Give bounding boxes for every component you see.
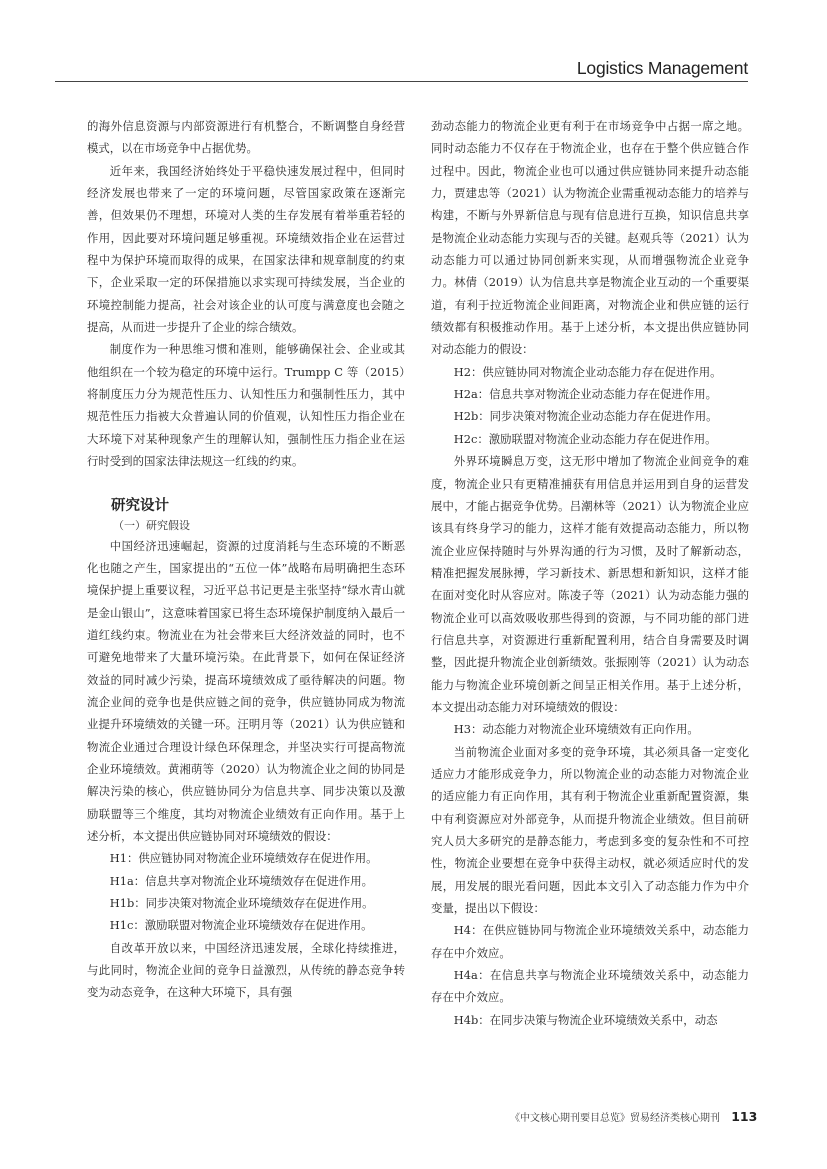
hypothesis-h3: H3：动态能力对物流企业环境绩效有正向作用。: [453, 722, 699, 737]
hypothesis-h2b: H2b：同步决策对物流企业动态能力存在促进作用。: [453, 409, 718, 424]
header-rule: [55, 81, 748, 82]
hypothesis-h1a: H1a：信息共享对物流企业环境绩效存在促进作用。: [109, 873, 373, 888]
hypothesis-h2c: H2c：激励联盟对物流企业动态能力存在促进作用。: [453, 431, 717, 446]
page-number: 113: [731, 1109, 758, 1124]
hypothesis-h4: H4：在供应链协同与物流企业环境绩效关系中，动态能力存在中介效应。: [431, 923, 749, 960]
paragraph: 自改革开放以来，中国经济迅速发展，全球化持续推进，与此同时，物流企业间的竞争日益激烈，从传统的静态竞争转变为动态竞争，在这种大环境下，具有强: [87, 940, 405, 1000]
hypothesis-h4b: H4b：在同步决策与物流企业环境绩效关系中，动态: [453, 1012, 718, 1027]
hypothesis-h2: H2：供应链协同对物流企业动态能力存在促进作用。: [453, 364, 722, 379]
hypothesis-h1c: H1c：激励联盟对物流企业环境绩效存在促进作用。: [109, 918, 373, 933]
hypothesis-h2a: H2a：信息共享对物流企业动态能力存在促进作用。: [453, 387, 717, 402]
paragraph: 当前物流企业面对多变的竞争环境，其必须具备一定变化适应力才能形成竞争力，所以物流企业的动态能力对物流企业的适应能力有正向作用，其有利于物流企业重新配置资源，集中有利资源应对外部竞争，从而提升物流企业绩效。但目前研究人员大多研究的是静态能力，考虑到多变的复杂性和不可控性，物流企业要想在竞争中获得主动权，就必须适应时代的发展，用发展的眼光看问题，因此本文引入了动态能力作为中介变量，提出以下假设：: [431, 744, 749, 916]
paragraph: 的海外信息资源与内部资源进行有机整合，不断调整自身经营模式，以在市场竞争中占据优势。: [87, 119, 405, 156]
paragraph: 劲动态能力的物流企业更有利于在市场竞争中占据一席之地。同时动态能力不仅存在于物流企业，也存在于整个供应链合作过程中。因此，物流企业也可以通过供应链协同来提升动态能力，贾建忠等（2021）认为物流企业需重视动态能力的培养与构建，不断与外界新信息与现有信息进行互换，知识信息共享是物流企业动态能力实现与否的关键。赵观兵等（2021）认为动态能力可以通过协同创新来实现，从而增强物流企业竞争力。林倩（2019）认为信息共享是物流企业互动的一个重要渠道，有利于拉近物流企业间距离，对物流企业和供应链的运行绩效都有积极推动作用。基于上述分析，本文提出供应链协同对动态能力的假设：: [431, 119, 749, 357]
paragraph: 制度作为一种思维习惯和准则，能够确保社会、企业或其他组织在一个较为稳定的环境中运行。Trumpp C 等（2015）将制度压力分为规范性压力、认知性压力和强制性压力，其中规范性压力指被大众普遍认同的价值观，认知性压力指企业在大环境下对某种现象产生的理解认知，强制性压力指企业在运行时受到的国家法律法规这一红线的约束。: [87, 342, 405, 469]
hypothesis-h4a: H4a：在信息共享与物流企业环境绩效关系中，动态能力存在中介效应。: [431, 968, 749, 1005]
paragraph: 近年来，我国经济始终处于平稳快速发展过程中，但同时经济发展也带来了一定的环境问题，尽管国家政策在逐渐完善，但效果仍不理想，环境对人类的生存发展有着举重若轻的作用，因此要对环境问题足够重视。环境绩效指企业在运营过程中为保护环境而取得的成果，在国家法律和规章制度的约束下，企业采取一定的环保措施以求实现可持续发展，当企业的环境控制能力提高，社会对该企业的认可度与满意度也会随之提高，从而进一步提升了企业的综合绩效。: [87, 163, 405, 335]
paragraph: 中国经济迅速崛起，资源的过度消耗与生态环境的不断恶化也随之产生，国家提出的“五位一体”战略布局明确把生态环境保护提上重要议程，习近平总书记更是主张坚持“绿水青山就是金山银山”，这意味着国家已将生态环境保护制度纳入最后一道红线约束。物流业在为社会带来巨大经济效益的同时，也不可避免地带来了大量环境污染。在此背景下，如何在保证经济效益的同时减少污染，提高环境绩效成了亟待解决的问题。物流企业间的竞争也是供应链之间的竞争，供应链协同成为物流业提升环境绩效的关键一环。汪明月等（2021）认为供应链和物流企业通过合理设计绿色环保理念，并坚决实行可提高物流企业环境绩效。黄湘萌等（2020）认为物流企业之间的协同是解决污染的核心，供应链协同分为信息共享、同步决策以及激励联盟等三个维度，其均对物流企业绩效有正向作用。基于上述分析，本文提出供应链协同对环境绩效的假设：: [87, 538, 405, 843]
hypothesis-h1: H1：供应链协同对物流企业环境绩效存在促进作用。: [109, 851, 378, 866]
paragraph: 外界环境瞬息万变，这无形中增加了物流企业间竞争的难度，物流企业只有更精准捕获有用信息并运用到自身的运营发展中，才能占据竞争优势。吕潮林等（2021）认为物流企业应该具有终身学习的能力，这样才能有效提高动态能力，所以物流企业应保持随时与外界沟通的行为习惯，及时了解新动态，精准把握发展脉搏，学习新技术、新思想和新知识，这样才能在面对变化时从容应对。陈凌子等（2021）认为动态能力强的物流企业可以高效吸收那些得到的资源，与不同功能的部门进行信息共享，对资源进行重新配置利用，结合自身需要及时调整，因此提升物流企业创新绩效。张振刚等（2021）认为动态能力与物流企业环境创新之间呈正相关作用。基于上述分析，本文提出动态能力对环境绩效的假设：: [431, 454, 749, 714]
footer-journal-note: 《中文核心期刊要目总览》贸易经济类核心期刊: [510, 1113, 720, 1124]
left-column: [87, 115, 405, 1004]
hypothesis-h1b: H1b：同步决策对物流企业环境绩效存在促进作用。: [109, 896, 374, 910]
subsection-title: （一）研究假设: [113, 518, 190, 532]
section-title: 研究设计: [111, 497, 169, 514]
page-footer: [510, 1109, 757, 1124]
right-column: [431, 115, 749, 1031]
running-header-title: Logistics Management: [576, 58, 748, 78]
